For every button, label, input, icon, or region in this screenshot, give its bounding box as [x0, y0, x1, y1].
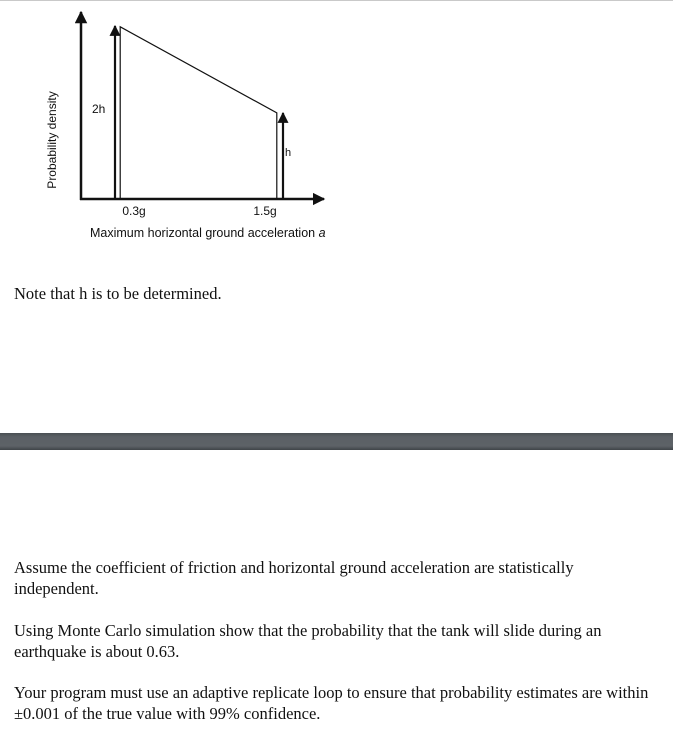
- x-axis-label: [90, 226, 326, 240]
- page-separator: [0, 433, 673, 450]
- x-tick-label-high: 1.5g: [253, 204, 277, 218]
- note-text: Note that h is to be determined.: [14, 284, 222, 303]
- x-axis-label-variable: a: [318, 226, 326, 240]
- x-tick-label-low: 0.3g: [122, 204, 146, 218]
- paragraph-monte-carlo: Using Monte Carlo simulation show that the probability that the tank will slide during an earthquake is about 0.63.: [14, 621, 602, 661]
- document-page-bottom: [0, 450, 673, 739]
- density-polyline: [120, 27, 277, 199]
- y-axis-label: Probability density: [45, 91, 59, 189]
- paragraph-independence: Assume the coefficient of friction and horizontal ground acceleration are statistically independent.: [14, 558, 574, 598]
- label-2h: 2h: [92, 102, 106, 116]
- pdf-figure: [0, 1, 673, 261]
- paragraph-adaptive-loop: Your program must use an adaptive replicate loop to ensure that probability estimates are within ±0.001 of the true value with 99% confidence.: [14, 683, 649, 723]
- x-axis-label-text: Maximum horizontal ground acceleration: [90, 226, 319, 240]
- label-h: h: [285, 147, 292, 159]
